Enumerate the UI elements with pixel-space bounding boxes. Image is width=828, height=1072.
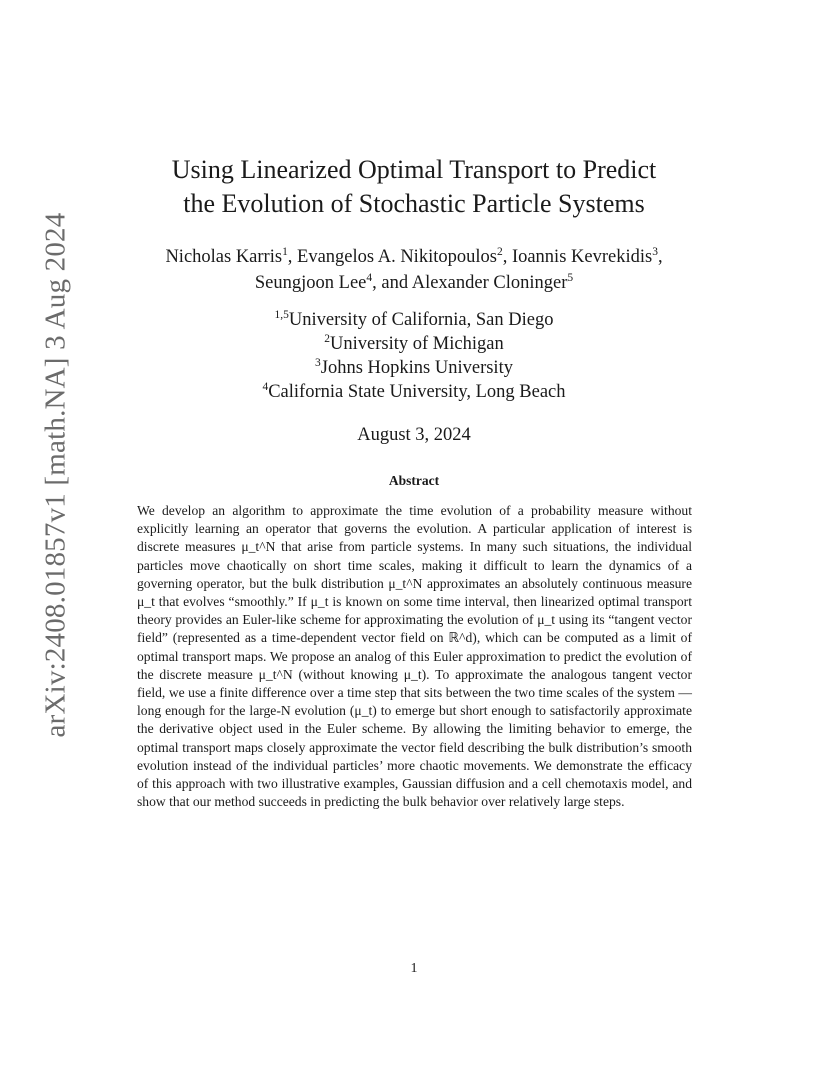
publication-date: August 3, 2024 xyxy=(357,425,471,445)
author-affiliation-marker: 5 xyxy=(567,271,574,284)
affiliation-marker: 3 xyxy=(315,356,321,369)
affiliation-marker: 1,5 xyxy=(274,308,289,321)
page-number: 1 xyxy=(410,961,418,976)
affiliation-name: University of Michigan xyxy=(330,334,504,354)
author-affiliation-marker: 1 xyxy=(282,245,288,258)
author-affiliation-marker: 3 xyxy=(652,245,658,258)
affiliation-line xyxy=(140,308,688,332)
title-line-1: Using Linearized Optimal Transport to Predict xyxy=(171,155,657,184)
author-name: Seungjoon Lee xyxy=(254,273,367,293)
author-affiliation-marker: 2 xyxy=(496,245,503,258)
author-name: Nicholas Karris xyxy=(165,247,283,267)
affiliation-marker: 2 xyxy=(324,332,331,345)
affiliation-name: Johns Hopkins University xyxy=(320,358,513,378)
affiliation-line xyxy=(140,356,688,380)
author-list: Nicholas Karris$^1$, Evangelos A. Nikitopoulos$^2$, Ioannis Kevrekidis$^3$, Seungjoon Lee$^4$, and Alexander Cloninger$^5$ xyxy=(165,245,663,293)
author-name: Evangelos A. Nikitopoulos xyxy=(297,247,497,267)
abstract-heading: Abstract xyxy=(388,473,440,488)
affiliation-name: California State University, Long Beach xyxy=(268,382,566,402)
affiliation-list xyxy=(140,308,688,404)
arxiv-identifier-stamp: arXiv:2408.01857v1 [math.NA] 3 Aug 2024 xyxy=(39,212,72,738)
paper-title xyxy=(120,153,708,221)
abstract-text: We develop an algorithm to approximate the time evolution of a probability measure without explicitly learning an operator that governs the evolution. A particular application of interest is discrete measures μ_t^N that arise from particle systems. In many such situations, the individual particles move chaotically on short time scales, making it difficult to learn the dynamics of a governing operator, but the bulk distribution μ_t^N approximates an absolutely continuous measure μ_t that evolves “smoothly.” If μ_t is known on some time interval, then linearized optimal transport theory provides an Euler-like scheme for approximating the evolution of μ_t using its “tangent vector field” (represented as a time-dependent vector field on ℝ^d), which can be computed as a limit of optimal transport maps. We propose an analog of this Euler approximation to predict the evolution of the discrete measure μ_t^N (without knowing μ_t). To approximate the analogous tangent vector field, we use a finite difference over a time step that sits between the two time scales of the system — long enough for the large-N evolution (μ_t) to emerge but short enough to satisfactorily approximate the derivative object used in the Euler scheme. By allowing the limiting behavior to emerge, the optimal transport maps closely approximate the vector field describing the bulk distribution’s smooth evolution instead of the individual particles’ more chaotic movements. We demonstrate the efficacy of this approach with two illustrative examples, Gaussian diffusion and a cell chemotaxis model, and show that our method succeeds in predicting the bulk behavior over relatively large steps. xyxy=(137,503,692,810)
affiliation-line xyxy=(140,380,688,404)
author-affiliation-marker: 4 xyxy=(366,271,373,284)
author-name: Alexander Cloninger xyxy=(411,273,568,293)
affiliation-line xyxy=(140,332,688,356)
affiliation-name: University of California, San Diego xyxy=(288,310,554,330)
author-name: Ioannis Kevrekidis xyxy=(511,247,653,267)
affiliation-marker: 4 xyxy=(262,380,269,393)
title-line-2: the Evolution of Stochastic Particle Systems xyxy=(183,189,645,218)
